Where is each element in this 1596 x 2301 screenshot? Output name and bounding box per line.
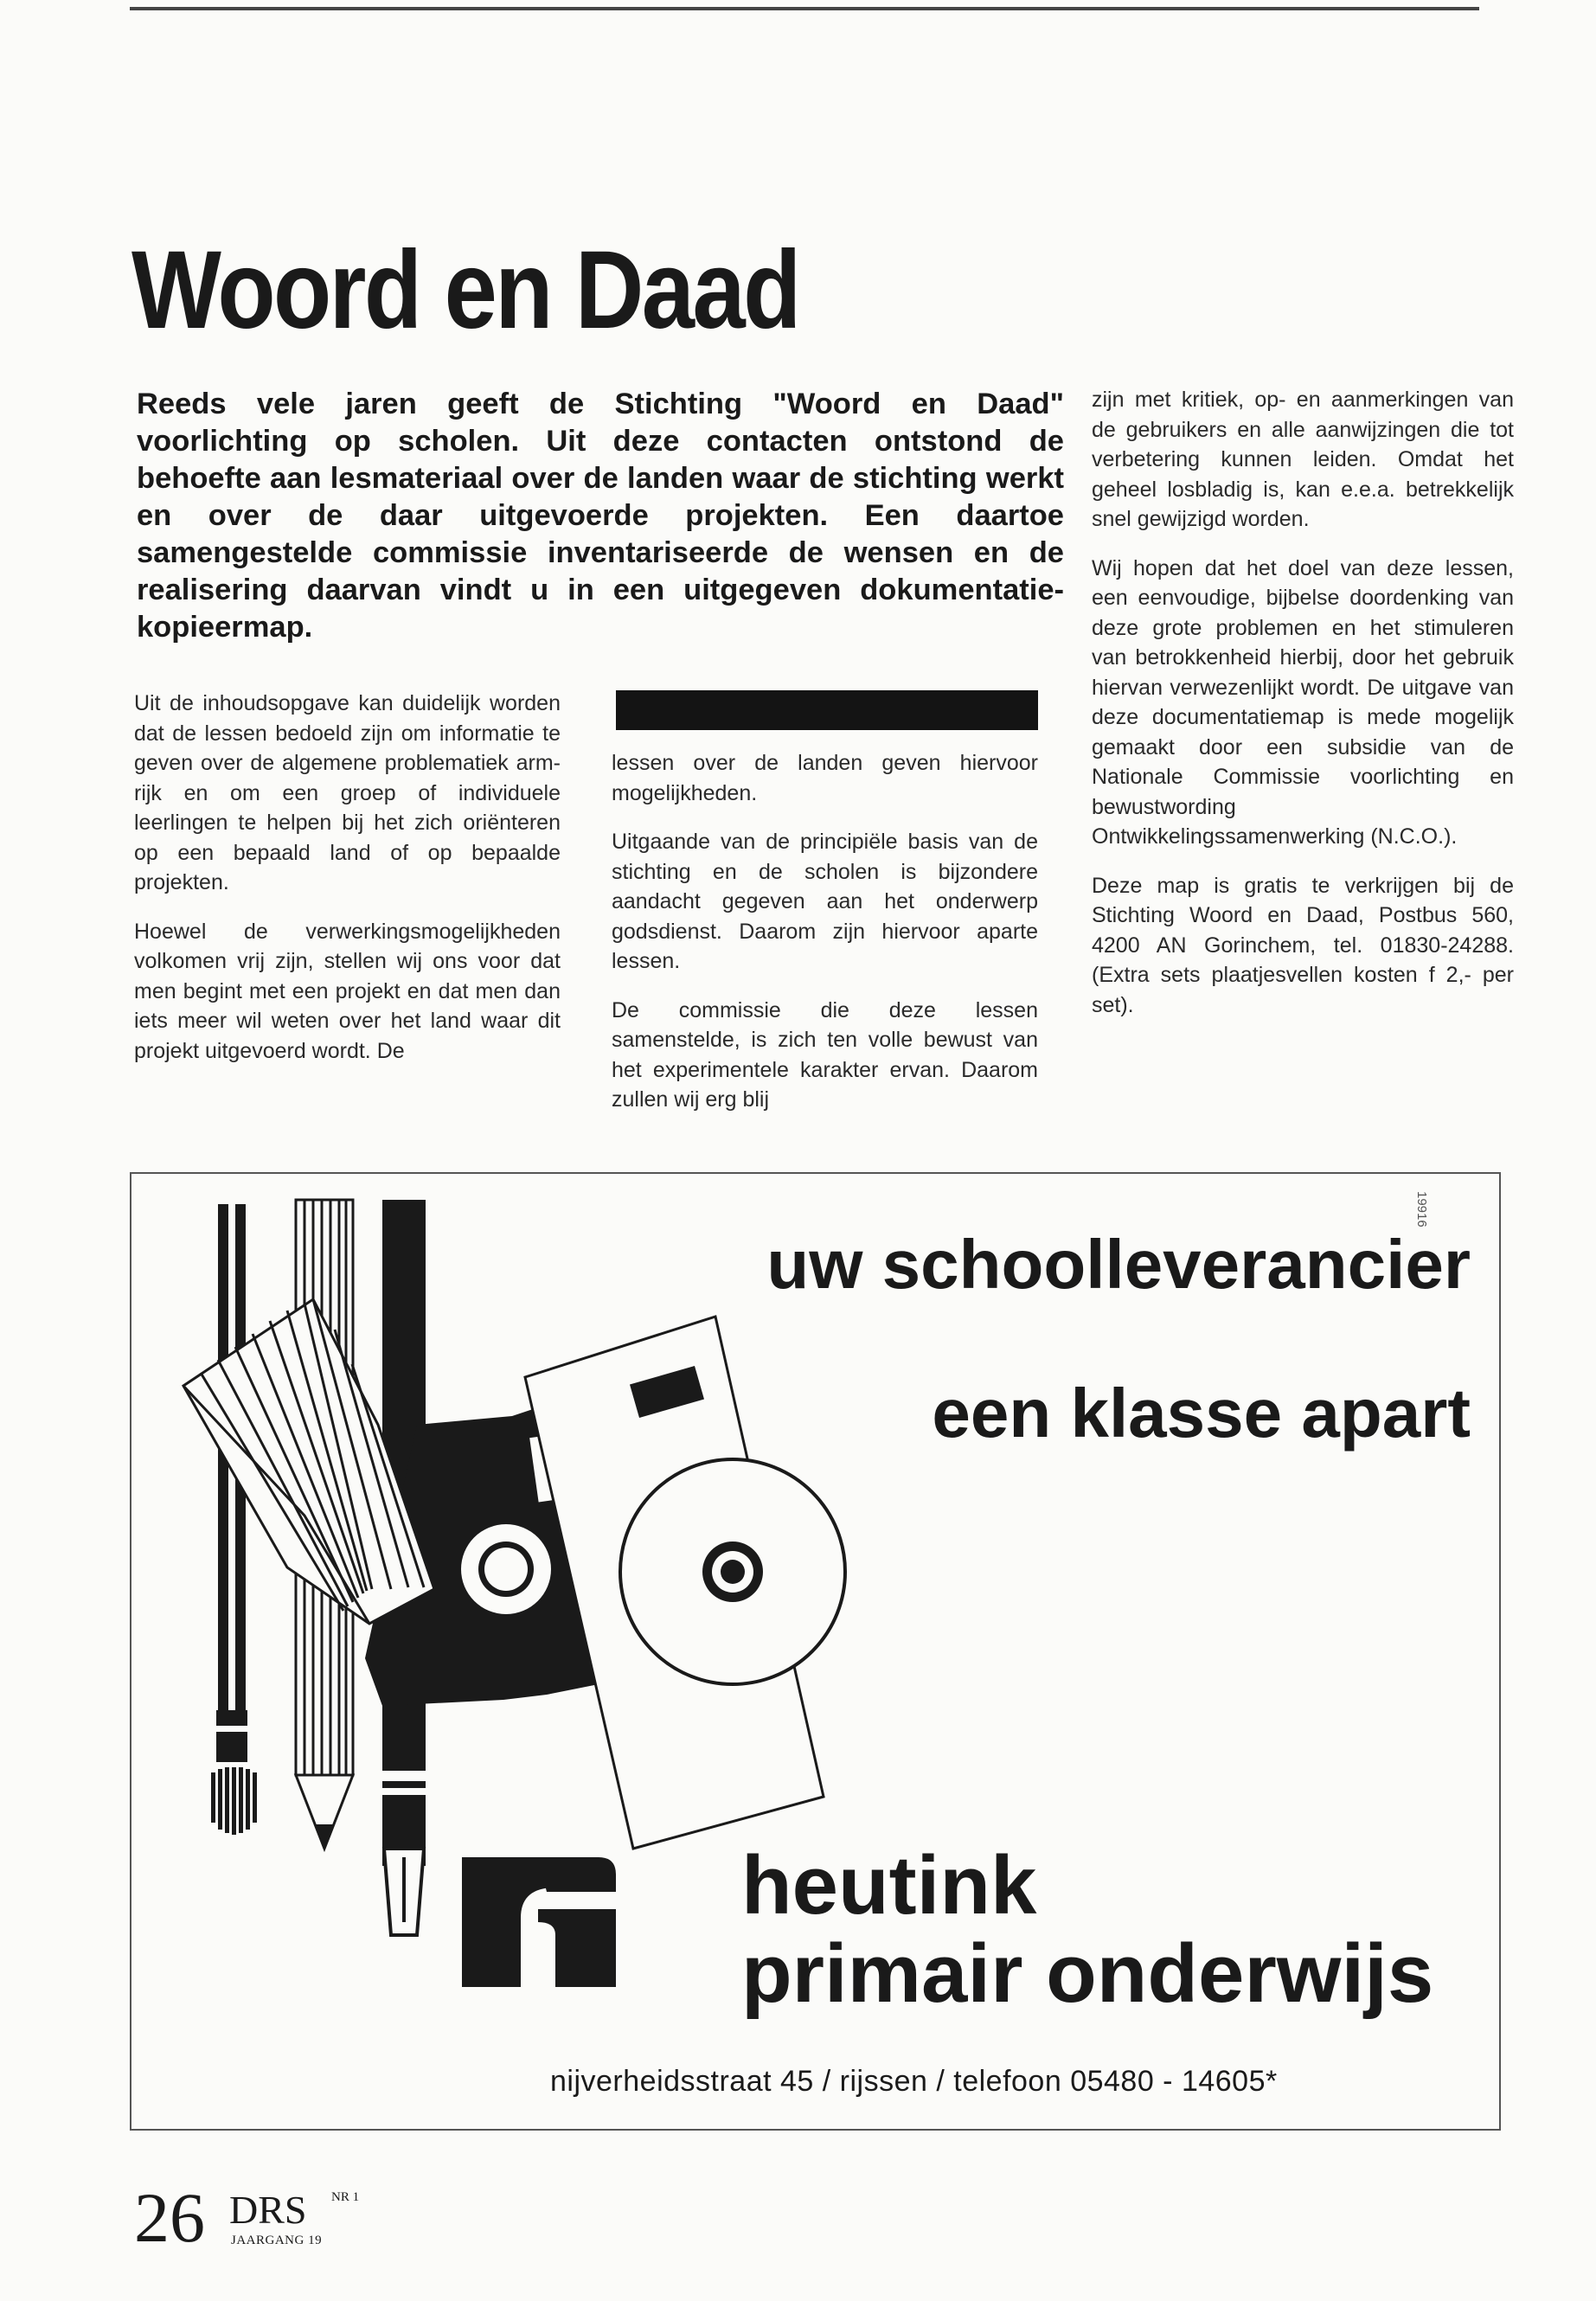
paintbrush-icon	[211, 1204, 257, 1835]
paragraph: lessen over de landen geven hiervoor mogelijkheden.	[612, 751, 1038, 805]
text-column-3	[1092, 385, 1514, 1039]
ad-address: nijverheidsstraat 45 / rijssen / telefoon 05480 - 14605*	[550, 2065, 1278, 2098]
paragraph: Wij hopen dat het doel van deze lessen, een eenvoudige, bijbelse doordenking van deze grote problemen en het stimuleren van betrokkenheid hierbij, door het gebruik hiervan verwezenlijkt wordt. De uitgave van deze documentatiemap is mede mogelijk gemaakt door een subsidie van de Nationale Commissie voorlichting en bewustwording Ontwikkelingssamenwerking (N.C.O.).	[1092, 555, 1514, 849]
ad-headline: uw schoolleverancier	[766, 1226, 1471, 1303]
heutink-logo-icon	[462, 1857, 616, 1987]
ad-code: 19916	[1414, 1191, 1429, 1227]
article-intro: Reeds vele jaren geeft de Stichting "Woord en Daad" voorlichting op scholen. Uit deze contacten ontstond de behoefte aan lesmateriaal over de landen waar de stichting werkt en over de daar uitgevoerde projekten. Een daartoe samengestelde commissie inventariseerde de wensen en de realisering daarvan vindt u in een uitgegeven dokumentatie-kopieermap.	[137, 388, 1064, 644]
volume-label: JAARGANG 19	[231, 2234, 323, 2247]
brand-name: heutink	[741, 1839, 1037, 1932]
paragraph: Hoewel de verwerkingsmogelijkheden volkomen vrij zijn, stellen wij ons voor dat men begint met een projekt en dat men dan iets meer wil weten over het land waar dit projekt uitgevoerd wordt. De	[134, 919, 561, 1063]
page-number: 26	[134, 2178, 205, 2257]
paragraph: Deze map is gratis te verkrijgen bij de Stichting Woord en Daad, Postbus 560, 4200 AN Gorinchem, tel. 01830-24288. (Extra sets plaatjesvellen kosten f 2,- per set).	[1092, 873, 1514, 1017]
text-column-1	[134, 689, 561, 1085]
paragraph: De commissie die deze lessen samenstelde, is zich ten volle bewust van het experimentele karakter ervan. Daarom zullen wij erg blij	[612, 997, 1038, 1112]
advertisement-box	[130, 1172, 1501, 2131]
top-rule	[130, 7, 1479, 10]
brand-tagline: primair onderwijs	[741, 1927, 1434, 2020]
text-column-2	[612, 748, 1038, 1134]
ad-subheadline: een klasse apart	[932, 1375, 1471, 1452]
paragraph: Uitgaande van de principiële basis van de stichting en de scholen is bijzondere aandacht gegeven aan het onderwerp godsdienst. Daarom zijn hiervoor aparte lessen.	[612, 830, 1038, 973]
compact-disc-icon	[620, 1459, 845, 1684]
paragraph: Uit de inhoudsopgave kan duidelijk worden dat de lessen bedoeld zijn om informatie te geven over de algemene problematiek arm-rijk en om een groep of individuele leerlingen te helpen bij het zich oriënteren op een bepaald land of op bepaalde projekten.	[134, 691, 561, 894]
magazine-name: DRS	[229, 2188, 307, 2232]
paragraph: zijn met kritiek, op- en aanmerkingen van de gebruikers en alle aanwijzingen die tot verbetering kunnen leiden. Omdat het geheel losbladig is, kan e.e.a. betrekkelijk snel gewijzigd worden.	[1092, 388, 1514, 531]
black-bar-decoration	[616, 690, 1038, 730]
issue-number: NR 1	[331, 2190, 360, 2204]
article-title: Woord en Daad	[131, 228, 799, 352]
